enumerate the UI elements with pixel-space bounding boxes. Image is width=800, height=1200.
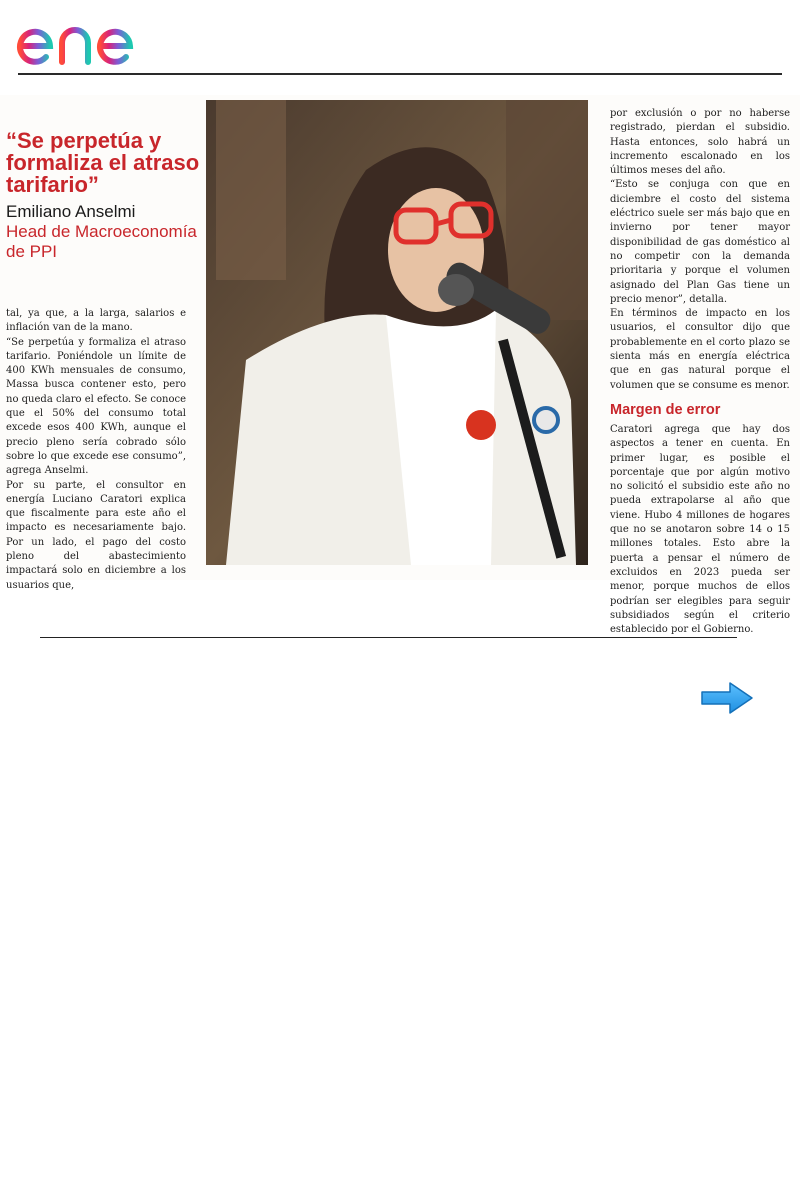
paragraph: Por su parte, el consultor en energía Luciano Caratori explica que fiscalmente para este año el impacto es necesariamente bajo. Por un lado, el pago del costo pleno del abastecimiento impactará solo en diciembre a los usuarios que, [6, 479, 186, 591]
enel-logo [16, 8, 174, 68]
next-page-button[interactable] [700, 681, 754, 715]
paragraph: tal, ya que, a la larga, salarios e inflación van de la mano. [6, 308, 186, 334]
article-column-left [6, 307, 186, 593]
pull-quote [6, 130, 201, 262]
section-subhead: Margen de error [610, 401, 721, 418]
right-arrow-icon [700, 681, 754, 715]
article-photo [206, 100, 588, 565]
paragraph: por exclusión o por no haberse registrado, pierdan el subsidio. Hasta entonces, solo habrá un incremento escalonado en los últimos meses del año. [610, 108, 790, 177]
header-divider [18, 73, 782, 75]
quote-title: “Se perpetúa y formaliza el atraso tarifario” [6, 128, 200, 197]
paragraph: “Esto se conjuga con que en diciembre el costo del sistema eléctrico suele ser más bajo que en invierno por tener mayor disponibilidad de gas doméstico al no competir con la demanda prioritaria y porque el volumen asignado del Plan Gas tiene un precio menor”, detalla. [610, 179, 790, 305]
byline-role: Head de Macroeconomía de PPI [6, 222, 197, 261]
byline-name: Emiliano Anselmi [6, 202, 136, 221]
paragraph: “Se perpetúa y formaliza el atraso tarifario. Poniéndole un límite de 400 KWh mensuales de consumo, Massa busca contener esto, pero no queda claro el efecto. Se conoce que el 50% del consumo total excede esos 400 KWh, aunque el precio pleno sería cobrado sólo sobre lo que excede ese consumo”, agrega Anselmi. [6, 336, 186, 477]
paragraph: En términos de impacto en los usuarios, el consultor dijo que probablemente en el corto plazo se sienta más en energía eléctrica que en gas natural porque el volumen que se consume es menor. [610, 308, 790, 391]
article-column-right [610, 107, 790, 637]
paragraph: Caratori agrega que hay dos aspectos a tener en cuenta. En primer lugar, es posible el porcentaje que por algún motivo no solicitó el subsidio este año no pueda extrapolarse al año que viene. Hubo 4 millones de hogares que no se anotaron sobre 14 o 15 millones totales. Esto abre la puerta a pensar el número de excluidos en 2023 pueda ser menor, porque muchos de ellos podrían ser elegibles para seguir subsidiados según el criterio establecido por el Gobierno. [610, 423, 790, 636]
footer-divider [40, 637, 737, 638]
